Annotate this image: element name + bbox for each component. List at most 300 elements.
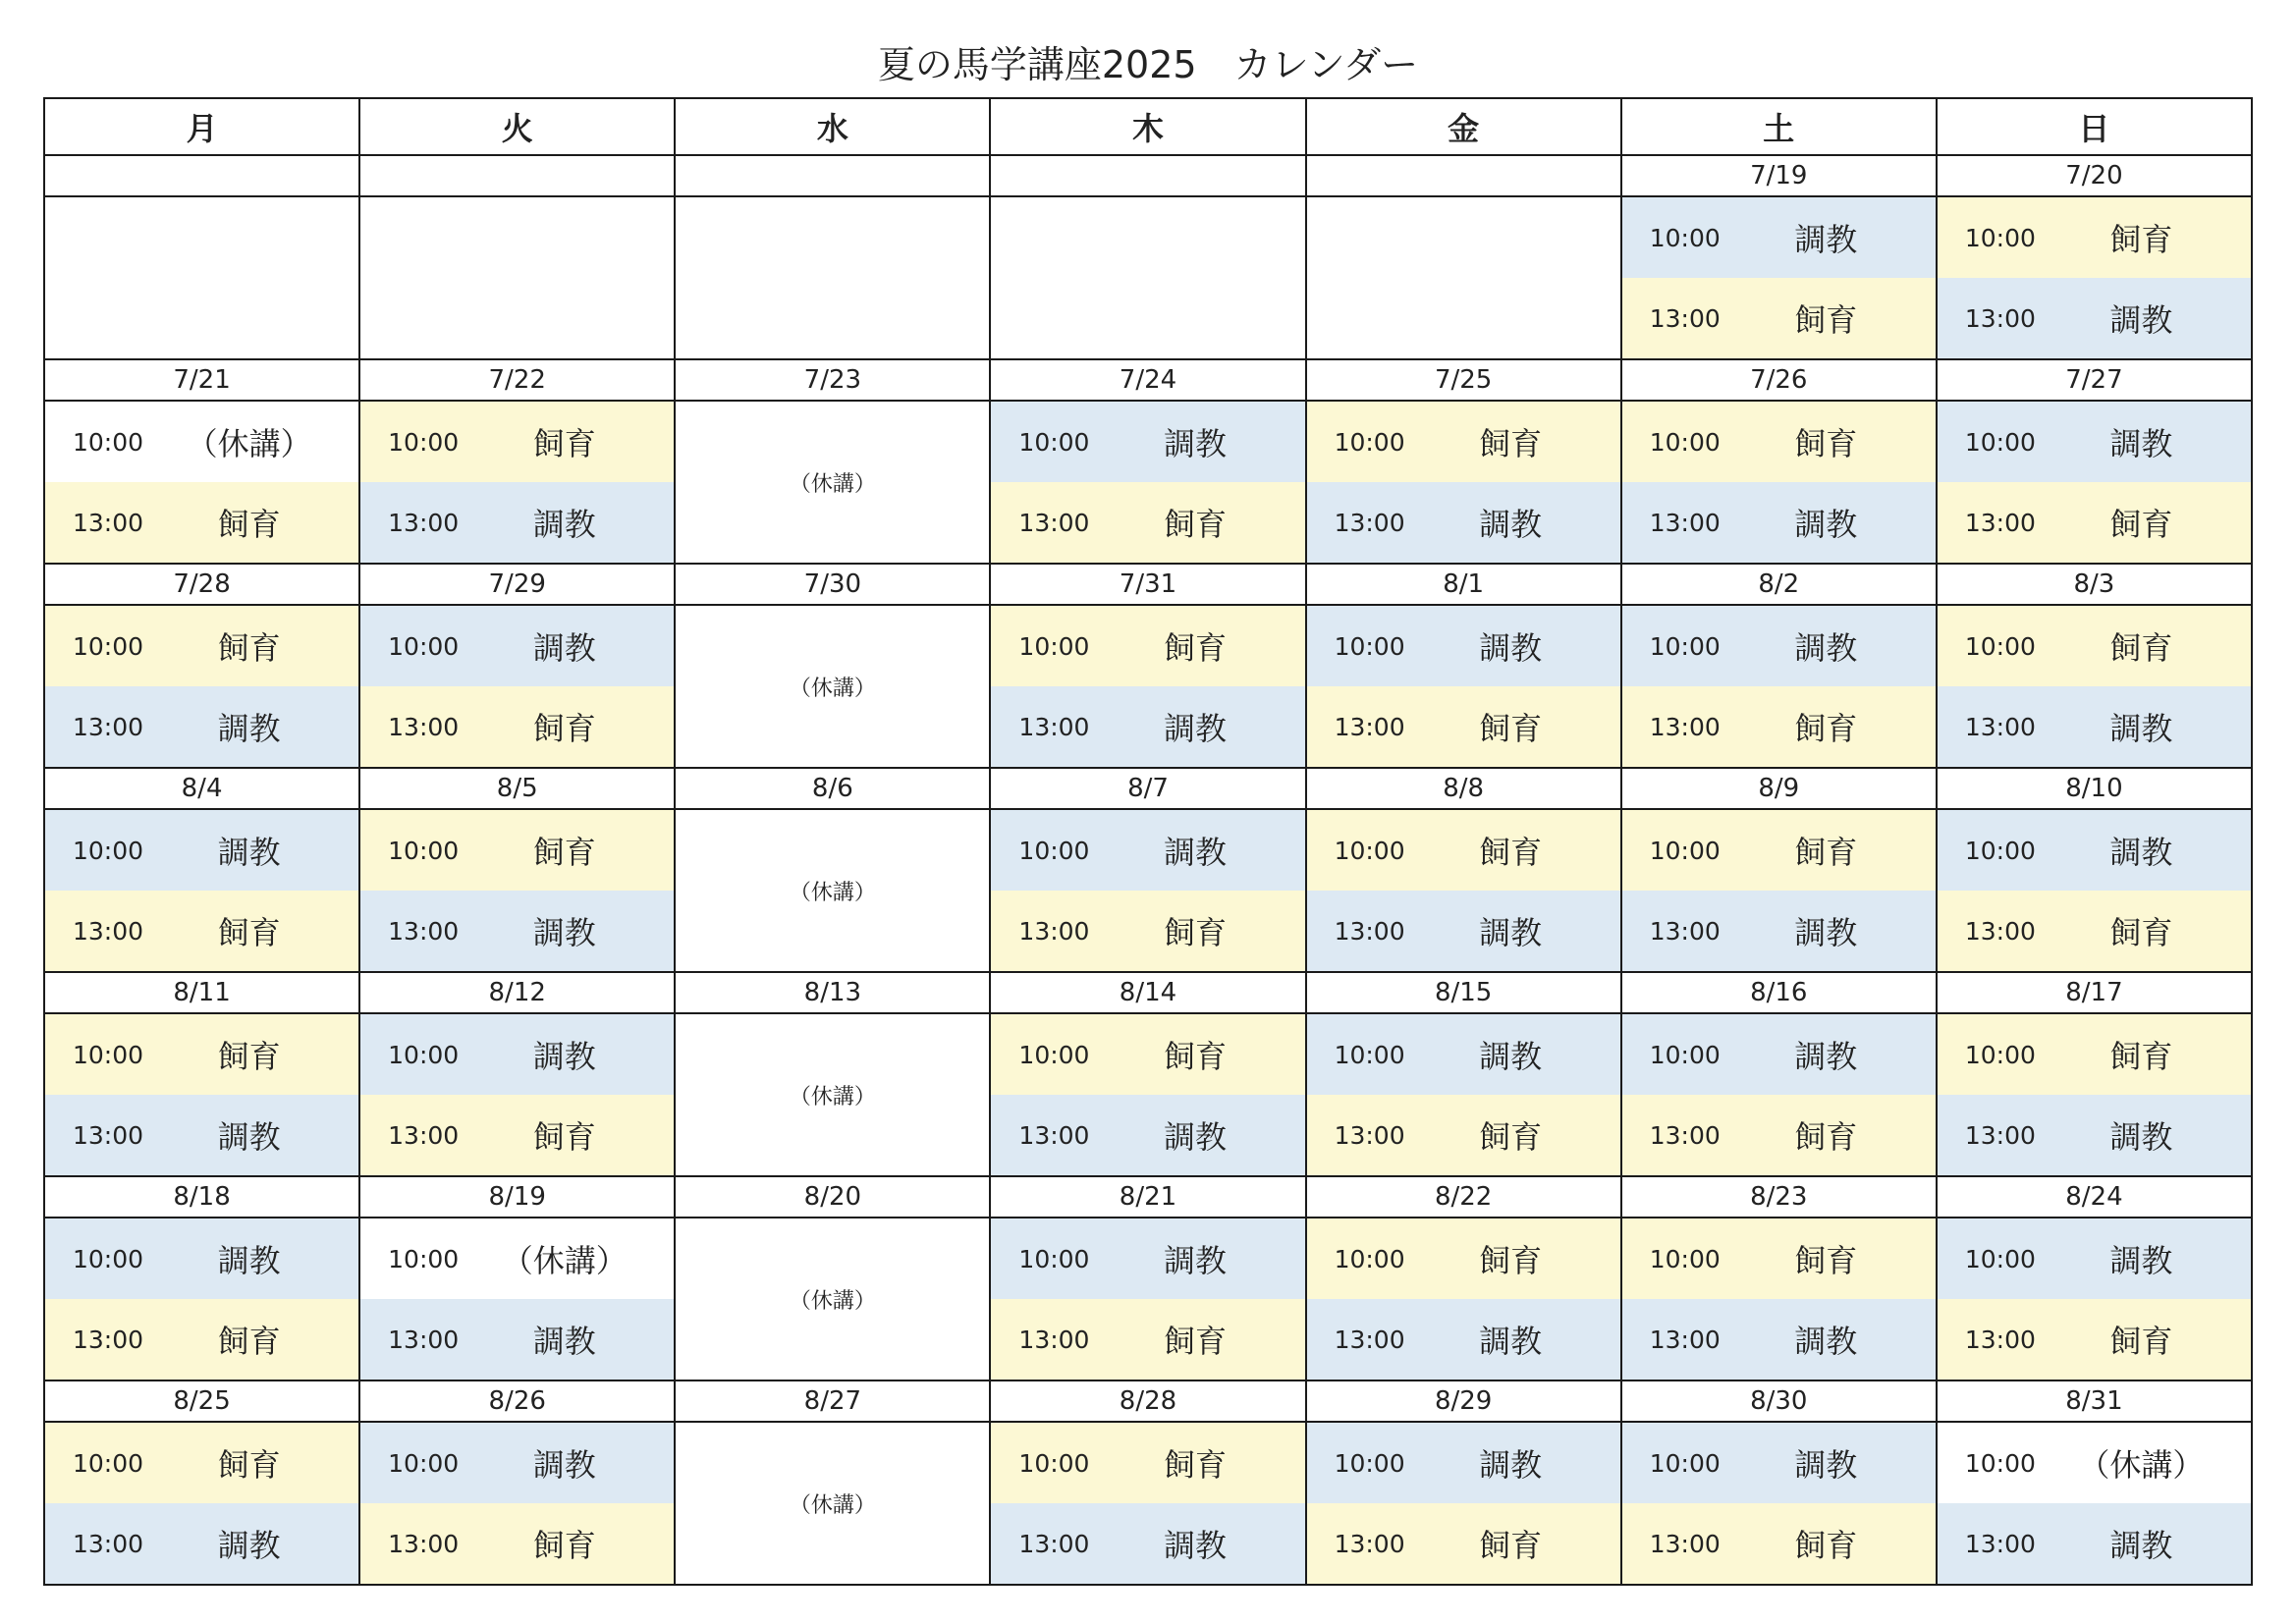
session-activity: 飼育 xyxy=(217,629,281,667)
session-slot xyxy=(991,402,1304,482)
session-activity: 調教 xyxy=(1163,425,1227,462)
session-slot xyxy=(45,810,358,891)
session-activity: 調教 xyxy=(2109,834,2173,871)
session-activity: 調教 xyxy=(1163,1527,1227,1564)
session-slot xyxy=(1622,1423,1936,1503)
session-slot xyxy=(360,1014,674,1095)
date-label xyxy=(1306,155,1621,196)
session-time: 13:00 xyxy=(1018,712,1090,741)
day-cell xyxy=(1306,1422,1621,1585)
session-activity: 飼育 xyxy=(1163,1323,1227,1360)
session-time: 13:00 xyxy=(388,712,460,741)
session-time: 10:00 xyxy=(1018,427,1090,457)
session-time: 10:00 xyxy=(1018,1040,1090,1069)
session-time: 10:00 xyxy=(388,1244,460,1273)
session-slot xyxy=(991,1095,1304,1175)
closed-label: （休講） xyxy=(789,880,876,905)
day-cell xyxy=(1937,1218,2252,1380)
date-label: 8/15 xyxy=(1306,972,1621,1013)
session-activity: 調教 xyxy=(217,834,281,871)
session-slot xyxy=(991,810,1304,891)
session-slot xyxy=(1938,1423,2251,1503)
day-cell xyxy=(44,401,359,564)
weekday-header: 日 xyxy=(1937,98,2252,155)
session-time: 13:00 xyxy=(388,1529,460,1558)
session-slot xyxy=(1622,197,1936,278)
session-activity: 飼育 xyxy=(532,425,596,462)
session-activity: 飼育 xyxy=(2109,629,2173,667)
date-label: 8/28 xyxy=(990,1380,1305,1422)
session-activity: 飼育 xyxy=(217,1038,281,1075)
calendar-body xyxy=(44,155,2252,1585)
date-row xyxy=(44,564,2252,605)
session-time: 13:00 xyxy=(1964,303,2036,333)
session-activity: 調教 xyxy=(1794,629,1858,667)
day-cell xyxy=(990,809,1305,972)
session-time: 13:00 xyxy=(388,916,460,946)
session-slot xyxy=(1307,810,1620,891)
session-activity: （休講） xyxy=(2078,1446,2205,1484)
session-activity: 調教 xyxy=(532,1323,596,1360)
session-time: 10:00 xyxy=(1018,631,1090,661)
session-time: 10:00 xyxy=(1018,1448,1090,1478)
session-activity: 飼育 xyxy=(1794,1118,1858,1156)
date-label: 7/24 xyxy=(990,359,1305,401)
weekday-header: 月 xyxy=(44,98,359,155)
session-time: 10:00 xyxy=(73,1244,144,1273)
session-activity: 飼育 xyxy=(1163,1446,1227,1484)
session-slot xyxy=(1938,1014,2251,1095)
session-time: 10:00 xyxy=(388,836,460,865)
day-cell xyxy=(1937,401,2252,564)
session-activity: 調教 xyxy=(1794,914,1858,951)
date-label: 8/14 xyxy=(990,972,1305,1013)
session-slot xyxy=(360,686,674,767)
day-cell xyxy=(1621,1013,1937,1176)
session-time: 10:00 xyxy=(1964,1244,2036,1273)
day-cell xyxy=(44,809,359,972)
day-cell xyxy=(44,605,359,768)
session-time: 13:00 xyxy=(1649,1325,1721,1354)
session-slot xyxy=(1938,1218,2251,1299)
date-label: 7/30 xyxy=(675,564,990,605)
day-cell xyxy=(675,1422,990,1585)
session-time: 10:00 xyxy=(1964,427,2036,457)
date-label: 8/31 xyxy=(1937,1380,2252,1422)
session-activity: 調教 xyxy=(1794,506,1858,543)
session-activity: 調教 xyxy=(1479,914,1543,951)
session-slot xyxy=(45,686,358,767)
session-activity: 調教 xyxy=(2109,301,2173,339)
date-row xyxy=(44,768,2252,809)
day-cell xyxy=(990,605,1305,768)
calendar-table xyxy=(43,97,2253,1586)
session-activity: 調教 xyxy=(532,914,596,951)
session-time: 13:00 xyxy=(1964,916,2036,946)
day-cell xyxy=(1621,401,1937,564)
session-activity: 調教 xyxy=(1163,710,1227,747)
session-time: 13:00 xyxy=(1964,1325,2036,1354)
session-activity: 飼育 xyxy=(217,1323,281,1360)
session-slot xyxy=(1307,686,1620,767)
session-slot xyxy=(1307,402,1620,482)
day-cell xyxy=(1306,605,1621,768)
session-slot xyxy=(1307,1423,1620,1503)
weekday-header: 土 xyxy=(1621,98,1937,155)
session-activity: 飼育 xyxy=(2109,1038,2173,1075)
session-time: 13:00 xyxy=(1649,1529,1721,1558)
date-row xyxy=(44,972,2252,1013)
date-label: 7/21 xyxy=(44,359,359,401)
session-activity: 調教 xyxy=(1163,1118,1227,1156)
session-time: 10:00 xyxy=(1964,631,2036,661)
session-time: 13:00 xyxy=(73,1325,144,1354)
session-time: 10:00 xyxy=(1649,631,1721,661)
date-label: 8/18 xyxy=(44,1176,359,1218)
session-slot xyxy=(1307,482,1620,563)
day-cell xyxy=(675,1218,990,1380)
day-cell xyxy=(1621,605,1937,768)
day-cell xyxy=(44,1013,359,1176)
closed-label: （休講） xyxy=(789,471,876,497)
schedule-row xyxy=(44,401,2252,564)
session-time: 10:00 xyxy=(388,631,460,661)
session-time: 10:00 xyxy=(1649,1244,1721,1273)
weekday-header-row xyxy=(44,98,2252,155)
session-activity: 調教 xyxy=(2109,1242,2173,1279)
session-activity: 調教 xyxy=(1479,1446,1543,1484)
day-cell xyxy=(44,1218,359,1380)
session-slot xyxy=(1622,1299,1936,1380)
session-slot xyxy=(45,1218,358,1299)
session-slot xyxy=(1307,1503,1620,1584)
date-label: 8/22 xyxy=(1306,1176,1621,1218)
session-activity: 飼育 xyxy=(1163,914,1227,951)
session-time: 13:00 xyxy=(1018,916,1090,946)
session-time: 13:00 xyxy=(388,508,460,537)
date-row xyxy=(44,1380,2252,1422)
session-activity: （休講） xyxy=(501,1242,628,1279)
day-cell xyxy=(1937,605,2252,768)
day-cell xyxy=(1306,401,1621,564)
date-label: 8/5 xyxy=(359,768,675,809)
session-slot xyxy=(360,606,674,686)
session-slot xyxy=(45,1503,358,1584)
date-label: 8/17 xyxy=(1937,972,2252,1013)
session-activity: 飼育 xyxy=(1479,834,1543,871)
session-activity: 飼育 xyxy=(1794,425,1858,462)
date-label: 8/10 xyxy=(1937,768,2252,809)
session-activity: 調教 xyxy=(532,1038,596,1075)
day-cell xyxy=(1937,1013,2252,1176)
session-activity: 飼育 xyxy=(1479,710,1543,747)
session-activity: 飼育 xyxy=(1794,1242,1858,1279)
session-time: 13:00 xyxy=(1334,1529,1405,1558)
session-time: 10:00 xyxy=(1334,1040,1405,1069)
day-cell xyxy=(675,1013,990,1176)
session-time: 10:00 xyxy=(1649,836,1721,865)
day-cell xyxy=(1937,1422,2252,1585)
session-activity: 飼育 xyxy=(217,1446,281,1484)
session-slot xyxy=(360,402,674,482)
session-slot xyxy=(991,1218,1304,1299)
schedule-row xyxy=(44,809,2252,972)
session-time: 13:00 xyxy=(1964,1120,2036,1150)
date-label: 8/25 xyxy=(44,1380,359,1422)
session-activity: 調教 xyxy=(532,1446,596,1484)
date-label: 8/16 xyxy=(1621,972,1937,1013)
session-slot xyxy=(1938,1299,2251,1380)
session-slot xyxy=(360,1503,674,1584)
date-label xyxy=(359,155,675,196)
session-time: 10:00 xyxy=(1964,1448,2036,1478)
session-activity: 調教 xyxy=(1479,1038,1543,1075)
session-time: 13:00 xyxy=(1334,1325,1405,1354)
session-slot xyxy=(360,1218,674,1299)
weekday-header: 金 xyxy=(1306,98,1621,155)
session-slot xyxy=(1938,686,2251,767)
session-slot xyxy=(1938,606,2251,686)
schedule-row xyxy=(44,605,2252,768)
session-slot xyxy=(45,1299,358,1380)
date-row xyxy=(44,359,2252,401)
session-slot xyxy=(45,1014,358,1095)
day-cell xyxy=(1937,196,2252,359)
date-label: 8/4 xyxy=(44,768,359,809)
session-time: 13:00 xyxy=(1649,1120,1721,1150)
session-activity: 飼育 xyxy=(532,834,596,871)
day-cell xyxy=(1621,196,1937,359)
session-activity: 飼育 xyxy=(2109,1323,2173,1360)
day-cell xyxy=(675,401,990,564)
session-time: 13:00 xyxy=(73,712,144,741)
session-time: 13:00 xyxy=(1018,508,1090,537)
session-activity: 調教 xyxy=(1794,221,1858,258)
session-activity: 飼育 xyxy=(532,710,596,747)
session-activity: （休講） xyxy=(186,425,312,462)
schedule-row xyxy=(44,1422,2252,1585)
session-slot xyxy=(1938,1503,2251,1584)
day-cell xyxy=(44,196,359,359)
session-activity: 調教 xyxy=(1479,629,1543,667)
session-slot xyxy=(45,482,358,563)
session-slot xyxy=(1938,1095,2251,1175)
session-time: 10:00 xyxy=(1018,1244,1090,1273)
session-activity: 飼育 xyxy=(2109,221,2173,258)
session-activity: 調教 xyxy=(1163,1242,1227,1279)
date-label: 7/25 xyxy=(1306,359,1621,401)
session-slot xyxy=(1622,482,1936,563)
day-cell xyxy=(1937,809,2252,972)
day-cell xyxy=(1306,1013,1621,1176)
session-slot xyxy=(991,891,1304,971)
schedule-row xyxy=(44,196,2252,359)
session-activity: 調教 xyxy=(2109,425,2173,462)
day-cell xyxy=(675,196,990,359)
date-label: 8/6 xyxy=(675,768,990,809)
date-label: 8/30 xyxy=(1621,1380,1937,1422)
session-slot xyxy=(45,1423,358,1503)
day-cell xyxy=(359,196,675,359)
session-time: 13:00 xyxy=(1018,1325,1090,1354)
session-time: 13:00 xyxy=(388,1325,460,1354)
session-time: 10:00 xyxy=(1334,631,1405,661)
session-time: 13:00 xyxy=(1964,1529,2036,1558)
date-label: 8/12 xyxy=(359,972,675,1013)
session-slot xyxy=(1307,1299,1620,1380)
session-time: 13:00 xyxy=(1649,303,1721,333)
session-activity: 調教 xyxy=(217,1527,281,1564)
session-slot xyxy=(991,606,1304,686)
day-cell xyxy=(675,605,990,768)
session-time: 10:00 xyxy=(1334,427,1405,457)
day-cell xyxy=(675,809,990,972)
schedule-row xyxy=(44,1218,2252,1380)
calendar-title: 夏の馬学講座2025 カレンダー xyxy=(877,43,1419,86)
day-cell xyxy=(990,1218,1305,1380)
session-slot xyxy=(991,482,1304,563)
date-label: 7/28 xyxy=(44,564,359,605)
session-slot xyxy=(1938,482,2251,563)
date-label: 8/26 xyxy=(359,1380,675,1422)
day-cell xyxy=(1621,1422,1937,1585)
session-time: 10:00 xyxy=(388,1040,460,1069)
session-activity: 飼育 xyxy=(217,914,281,951)
session-time: 10:00 xyxy=(1649,427,1721,457)
session-time: 13:00 xyxy=(73,916,144,946)
session-slot xyxy=(1307,1095,1620,1175)
day-cell xyxy=(359,605,675,768)
date-row xyxy=(44,1176,2252,1218)
session-activity: 飼育 xyxy=(1163,629,1227,667)
date-label: 8/9 xyxy=(1621,768,1937,809)
date-label: 8/7 xyxy=(990,768,1305,809)
session-activity: 調教 xyxy=(2109,1118,2173,1156)
session-time: 10:00 xyxy=(73,427,144,457)
session-slot xyxy=(360,1423,674,1503)
session-slot xyxy=(1622,1218,1936,1299)
date-row xyxy=(44,155,2252,196)
session-activity: 飼育 xyxy=(1163,1038,1227,1075)
weekday-header: 木 xyxy=(990,98,1305,155)
session-activity: 飼育 xyxy=(1479,425,1543,462)
session-slot xyxy=(1307,606,1620,686)
session-slot xyxy=(1622,686,1936,767)
session-activity: 飼育 xyxy=(2109,914,2173,951)
date-label: 8/13 xyxy=(675,972,990,1013)
session-activity: 飼育 xyxy=(1163,506,1227,543)
session-time: 10:00 xyxy=(1964,1040,2036,1069)
day-cell xyxy=(990,196,1305,359)
session-activity: 調教 xyxy=(1479,1323,1543,1360)
day-cell xyxy=(359,401,675,564)
session-activity: 飼育 xyxy=(532,1118,596,1156)
session-activity: 調教 xyxy=(532,506,596,543)
session-slot xyxy=(360,891,674,971)
date-label: 7/27 xyxy=(1937,359,2252,401)
session-activity: 飼育 xyxy=(1794,834,1858,871)
date-label: 8/1 xyxy=(1306,564,1621,605)
schedule-row xyxy=(44,1013,2252,1176)
date-label: 8/19 xyxy=(359,1176,675,1218)
session-activity: 調教 xyxy=(532,629,596,667)
session-slot xyxy=(1622,810,1936,891)
date-label: 7/22 xyxy=(359,359,675,401)
weekday-header: 水 xyxy=(675,98,990,155)
session-slot xyxy=(360,1299,674,1380)
session-time: 10:00 xyxy=(388,427,460,457)
session-time: 10:00 xyxy=(73,1040,144,1069)
session-slot xyxy=(1938,810,2251,891)
session-time: 13:00 xyxy=(1334,712,1405,741)
session-time: 10:00 xyxy=(1334,1244,1405,1273)
session-slot xyxy=(1307,891,1620,971)
session-slot xyxy=(1622,402,1936,482)
session-time: 13:00 xyxy=(1964,712,2036,741)
date-label: 7/26 xyxy=(1621,359,1937,401)
session-slot xyxy=(1938,278,2251,358)
session-slot xyxy=(991,1503,1304,1584)
date-label: 8/21 xyxy=(990,1176,1305,1218)
session-time: 10:00 xyxy=(73,1448,144,1478)
session-activity: 調教 xyxy=(217,1118,281,1156)
session-time: 13:00 xyxy=(73,508,144,537)
session-slot xyxy=(360,810,674,891)
session-slot xyxy=(991,1299,1304,1380)
session-slot xyxy=(991,686,1304,767)
day-cell xyxy=(1306,196,1621,359)
session-activity: 飼育 xyxy=(1479,1118,1543,1156)
session-time: 13:00 xyxy=(388,1120,460,1150)
session-slot xyxy=(1622,278,1936,358)
session-slot xyxy=(1938,402,2251,482)
session-time: 10:00 xyxy=(1649,223,1721,252)
session-activity: 飼育 xyxy=(217,506,281,543)
session-activity: 調教 xyxy=(1163,834,1227,871)
session-time: 10:00 xyxy=(1334,836,1405,865)
date-label: 7/29 xyxy=(359,564,675,605)
session-activity: 飼育 xyxy=(1479,1527,1543,1564)
day-cell xyxy=(990,401,1305,564)
session-time: 13:00 xyxy=(1649,712,1721,741)
date-label: 8/27 xyxy=(675,1380,990,1422)
session-slot xyxy=(1622,1014,1936,1095)
session-activity: 調教 xyxy=(1479,506,1543,543)
closed-label: （休講） xyxy=(789,676,876,701)
closed-label: （休講） xyxy=(789,1084,876,1110)
date-label: 7/31 xyxy=(990,564,1305,605)
closed-label: （休講） xyxy=(789,1492,876,1518)
session-slot xyxy=(45,891,358,971)
session-slot xyxy=(991,1423,1304,1503)
session-slot xyxy=(1622,606,1936,686)
session-slot xyxy=(360,1095,674,1175)
session-activity: 調教 xyxy=(1794,1038,1858,1075)
session-slot xyxy=(1307,1014,1620,1095)
session-time: 10:00 xyxy=(1018,836,1090,865)
date-label xyxy=(44,155,359,196)
session-time: 13:00 xyxy=(1018,1529,1090,1558)
session-activity: 調教 xyxy=(1794,1446,1858,1484)
day-cell xyxy=(359,1422,675,1585)
day-cell xyxy=(359,1013,675,1176)
session-activity: 調教 xyxy=(1794,1323,1858,1360)
session-activity: 飼育 xyxy=(1794,301,1858,339)
session-slot xyxy=(991,1014,1304,1095)
session-activity: 調教 xyxy=(217,710,281,747)
date-label: 8/3 xyxy=(1937,564,2252,605)
session-time: 13:00 xyxy=(1018,1120,1090,1150)
